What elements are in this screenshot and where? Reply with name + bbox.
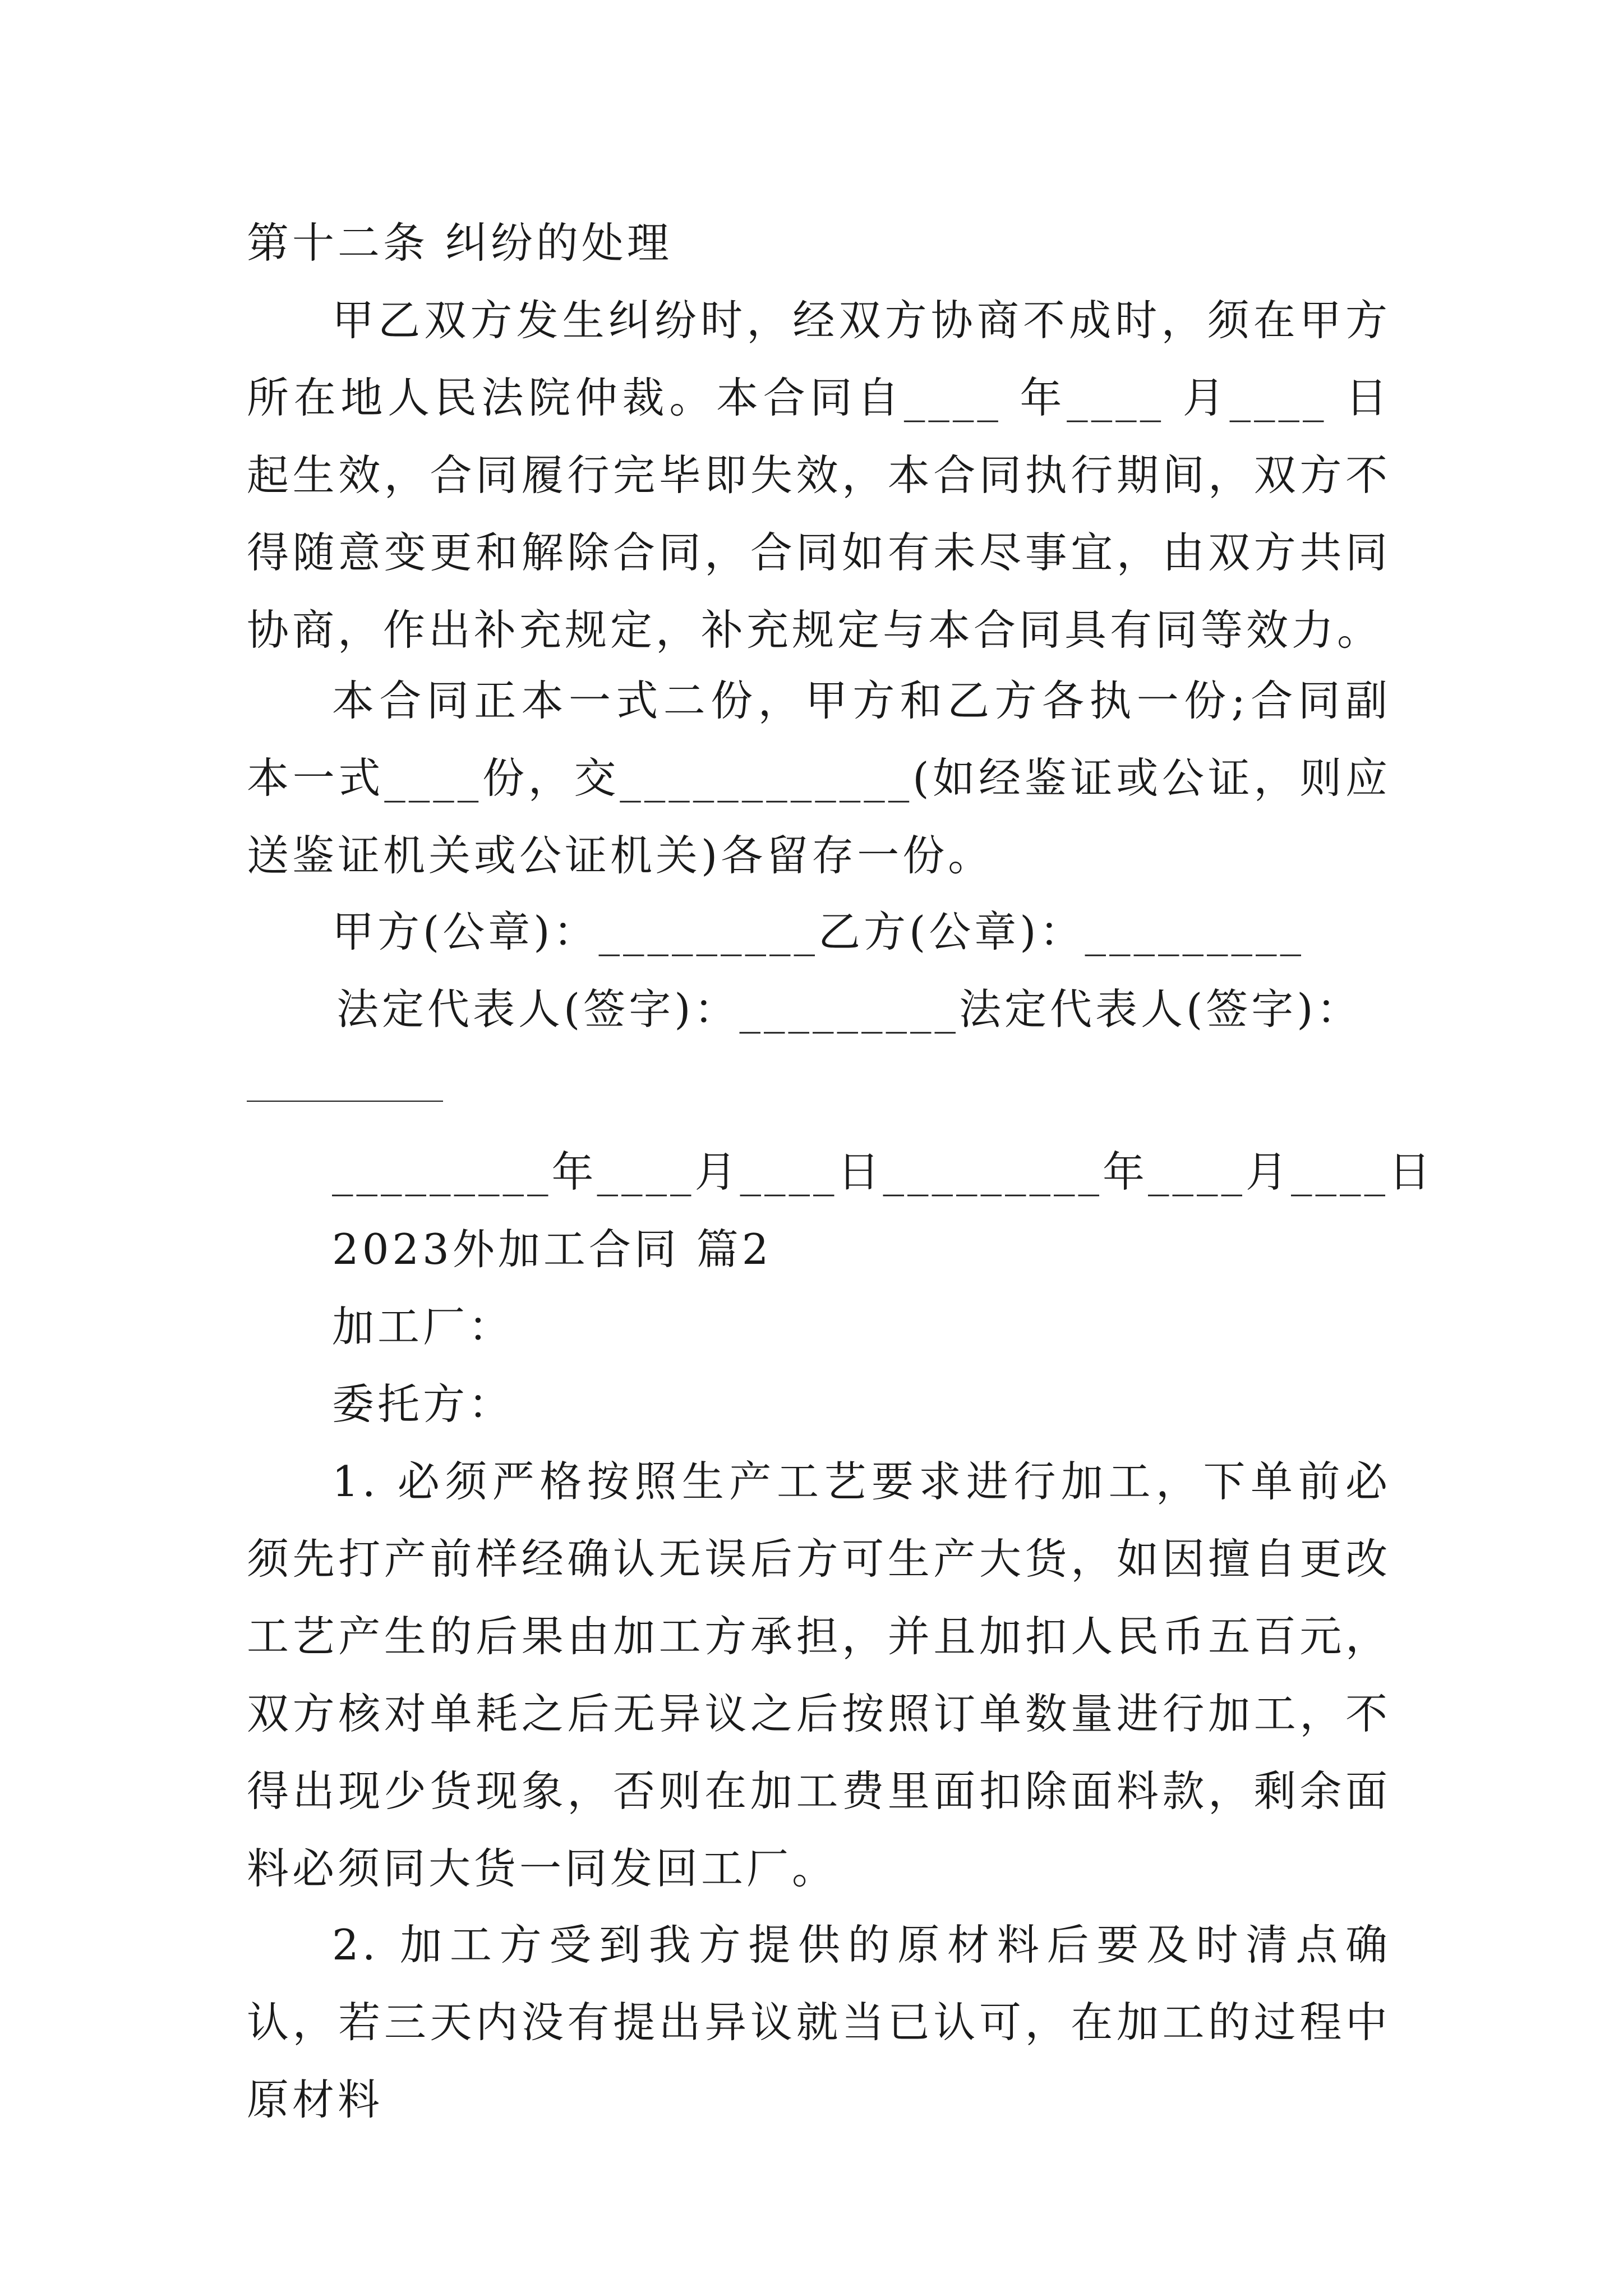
clause-1: 1. 必须严格按照生产工艺要求进行加工，下单前必须先打产前样经确认无误后方可生产大货，如因擅自更改工艺产生的后果由加工方承担，并且加扣人民币五百元，双方核对单耗之后无异议之后按照订单数量进行加工，不得出现少货现象，否则在加工费里面扣除面料款，剩余面料必须同大货一同发回工厂。 xyxy=(247,1457,1391,1893)
paragraph-dispute: 甲乙双方发生纠纷时，经双方协商不成时，须在甲方所在地人民法院仲裁。本合同自____ 年____ 月____ 日起生效，合同履行完毕即失效，本合同执行期间，双方不得随意变更和解除合同，合同如有未尽事宜，由双方共同协商，作出补充规定，补充规定与本合同具有同等效力。 xyxy=(247,296,1391,655)
signature-underline xyxy=(247,1101,443,1102)
factory-label: 加工厂： xyxy=(332,1302,514,1351)
representative-line: 法定代表人(签字)：_________法定代表人(签字)： xyxy=(336,984,1362,1034)
date-line: _________年____月____日_________年____月____日 xyxy=(332,1147,1435,1197)
seal-line: 甲方(公章)：_________乙方(公章)：_________ xyxy=(332,907,1305,956)
paragraph-copies: 本合同正本一式二份，甲方和乙方各执一份;合同副本一式____份，交____________(如经鉴证或公证，则应送鉴证机关或公证机关)各留存一份。 xyxy=(247,676,1391,880)
contract-2-title: 2023外加工合同 篇2 xyxy=(332,1225,772,1274)
clause-2: 2. 加工方受到我方提供的原材料后要及时清点确认，若三天内没有提出异议就当已认可，在加工的过程中原材料 xyxy=(247,1920,1391,2124)
article-title: 第十二条 纠纷的处理 xyxy=(247,218,672,268)
client-label: 委托方： xyxy=(332,1379,514,1429)
